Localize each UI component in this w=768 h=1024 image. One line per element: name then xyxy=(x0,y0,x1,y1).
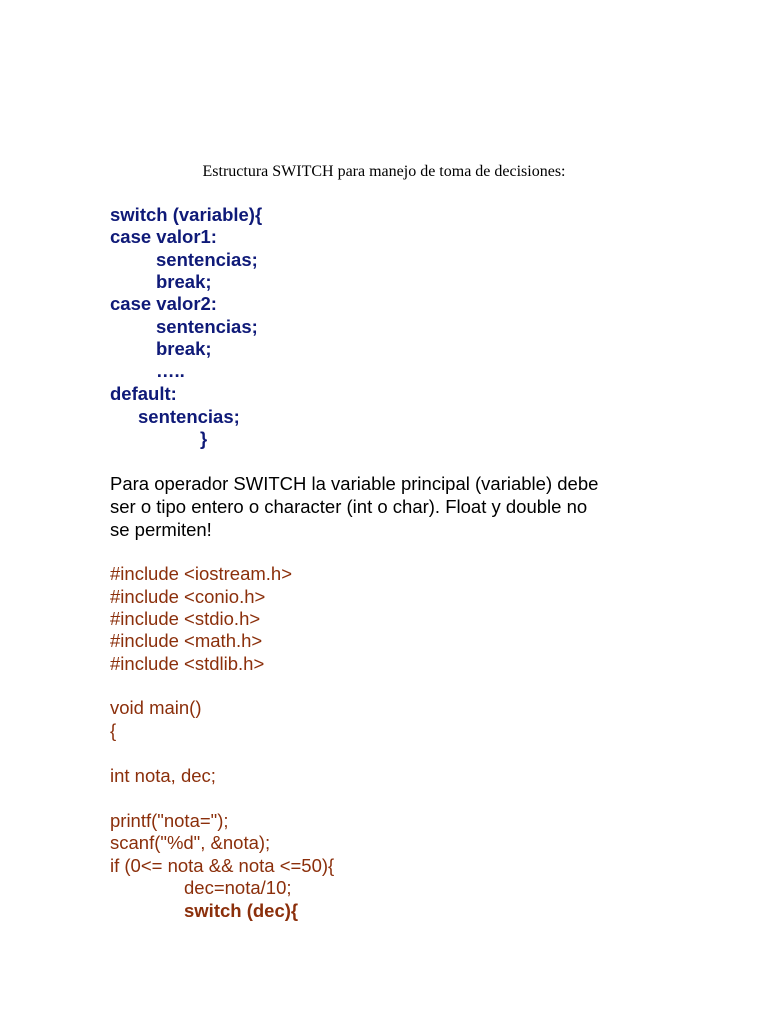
scanf-line: scanf("%d", &nota); xyxy=(110,832,271,853)
include-line: #include <stdio.h> xyxy=(110,608,261,629)
syntax-break-1: break; xyxy=(156,271,212,292)
include-line: #include <stdlib.h> xyxy=(110,653,265,674)
syntax-close-brace: } xyxy=(200,428,208,449)
if-line: if (0<= nota && nota <=50){ xyxy=(110,855,335,876)
syntax-sentences-3: sentencias; xyxy=(138,406,240,427)
syntax-sentences-1: sentencias; xyxy=(156,249,258,270)
include-line: #include <conio.h> xyxy=(110,586,266,607)
dec-assignment: dec=nota/10; xyxy=(184,877,292,898)
paragraph-line-2: ser o tipo entero o character (int o char). Float y double no xyxy=(110,496,588,517)
syntax-break-2: break; xyxy=(156,338,212,359)
syntax-case-2: case valor2: xyxy=(110,293,217,314)
page-title: Estructura SWITCH para manejo de toma de decisiones: xyxy=(202,163,566,180)
switch-dec-line: switch (dec){ xyxy=(184,900,299,921)
printf-line: printf("nota="); xyxy=(110,810,229,831)
syntax-default: default: xyxy=(110,383,177,404)
syntax-ellipsis: ….. xyxy=(156,360,185,381)
main-signature: void main() xyxy=(110,697,202,718)
include-line: #include <math.h> xyxy=(110,630,263,651)
paragraph-line-3: se permiten! xyxy=(110,519,212,540)
syntax-sentences-2: sentencias; xyxy=(156,316,258,337)
variable-declaration: int nota, dec; xyxy=(110,765,216,786)
syntax-case-1: case valor1: xyxy=(110,226,217,247)
syntax-switch-line: switch (variable){ xyxy=(110,204,263,225)
include-line: #include <iostream.h> xyxy=(110,563,293,584)
paragraph-line-1: Para operador SWITCH la variable principal (variable) debe xyxy=(110,473,599,494)
main-open-brace: { xyxy=(110,720,117,741)
